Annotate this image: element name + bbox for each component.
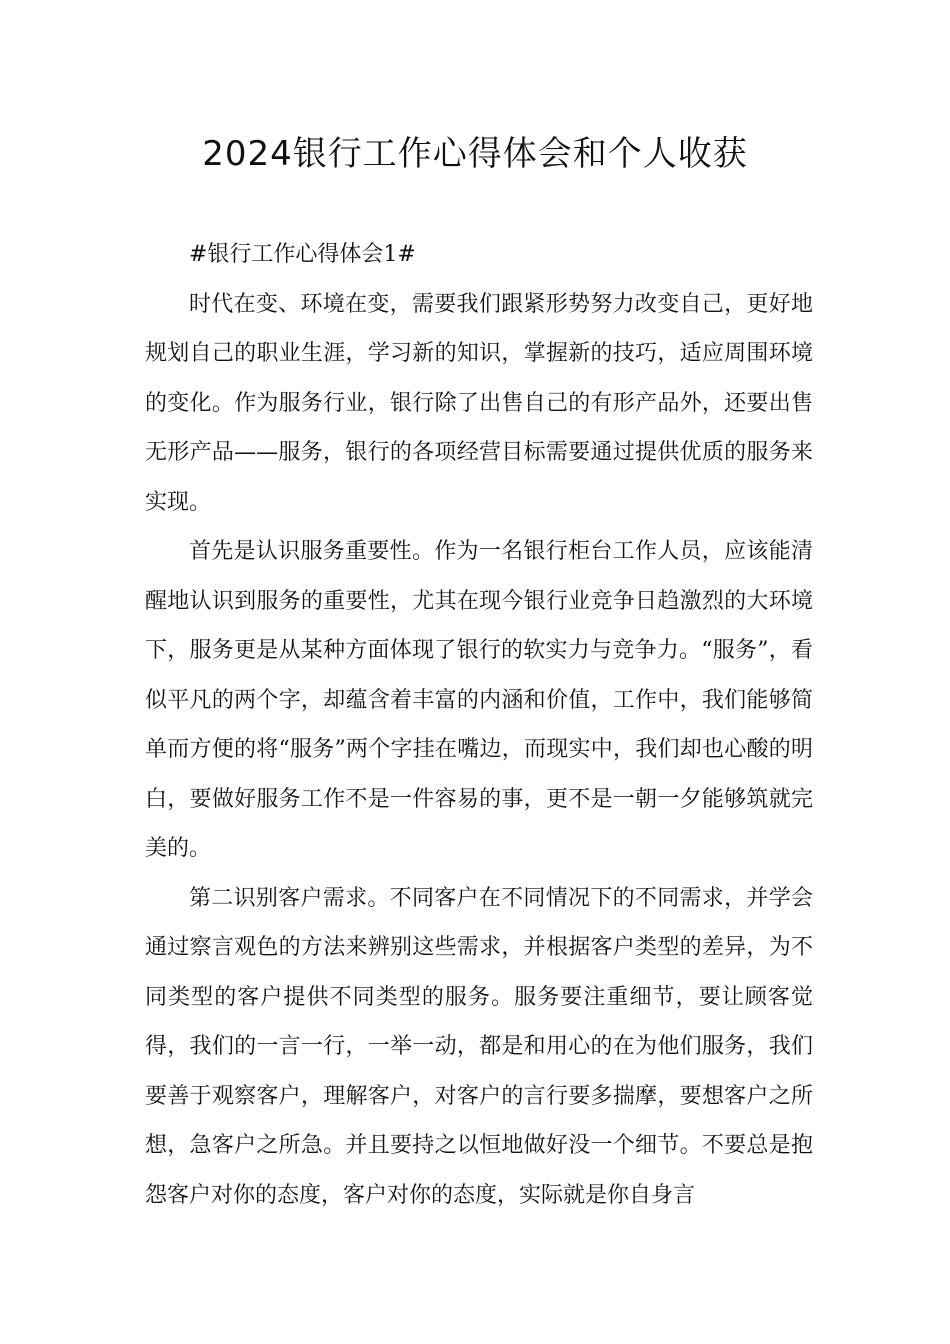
paragraph-3: 第二识别客户需求。不同客户在不同情况下的不同需求，并学会通过察言观色的方法来辨别这些需求，并根据客户类型的差异，为不同类型的客户提供不同类型的服务。服务要注重细节，要让顾客觉得，我们的一言一行，一举一动，都是和用心的在为他们服务，我们要善于观察客户，理解客户，对客户的言行要多揣摩，要想客户之所想，急客户之所急。并且要持之以恒地做好没一个细节。不要总是抱怨客户对你的态度，客户对你的态度，实际就是你自身言 xyxy=(145,885,813,1208)
document-title: 2024银行工作心得体会和个人收获 xyxy=(202,134,748,174)
section-heading: #银行工作心得体会1# xyxy=(189,242,416,267)
document-body xyxy=(145,230,813,1220)
paragraph-2: 首先是认识服务重要性。作为一名银行柜台工作人员，应该能清醒地认识到服务的重要性，尤其在现今银行业竞争日趋激烈的大环境下，服务更是从某种方面体现了银行的软实力与竞争力。“服务”，看似平凡的两个字，却蕴含着丰富的内涵和价值，工作中，我们能够简单而方便的将“服务”两个字挂在嘴边，而现实中，我们却也心酸的明白，要做好服务工作不是一件容易的事，更不是一朝一夕能够筑就完美的。 xyxy=(145,539,813,861)
paragraph-1: 时代在变、环境在变，需要我们跟紧形势努力改变自己，更好地规划自己的职业生涯，学习新的知识，掌握新的技巧，适应周围环境的变化。作为服务行业，银行除了出售自己的有形产品外，还要出售无形产品——服务，银行的各项经营目标需要通过提供优质的服务来实现。 xyxy=(145,291,813,515)
